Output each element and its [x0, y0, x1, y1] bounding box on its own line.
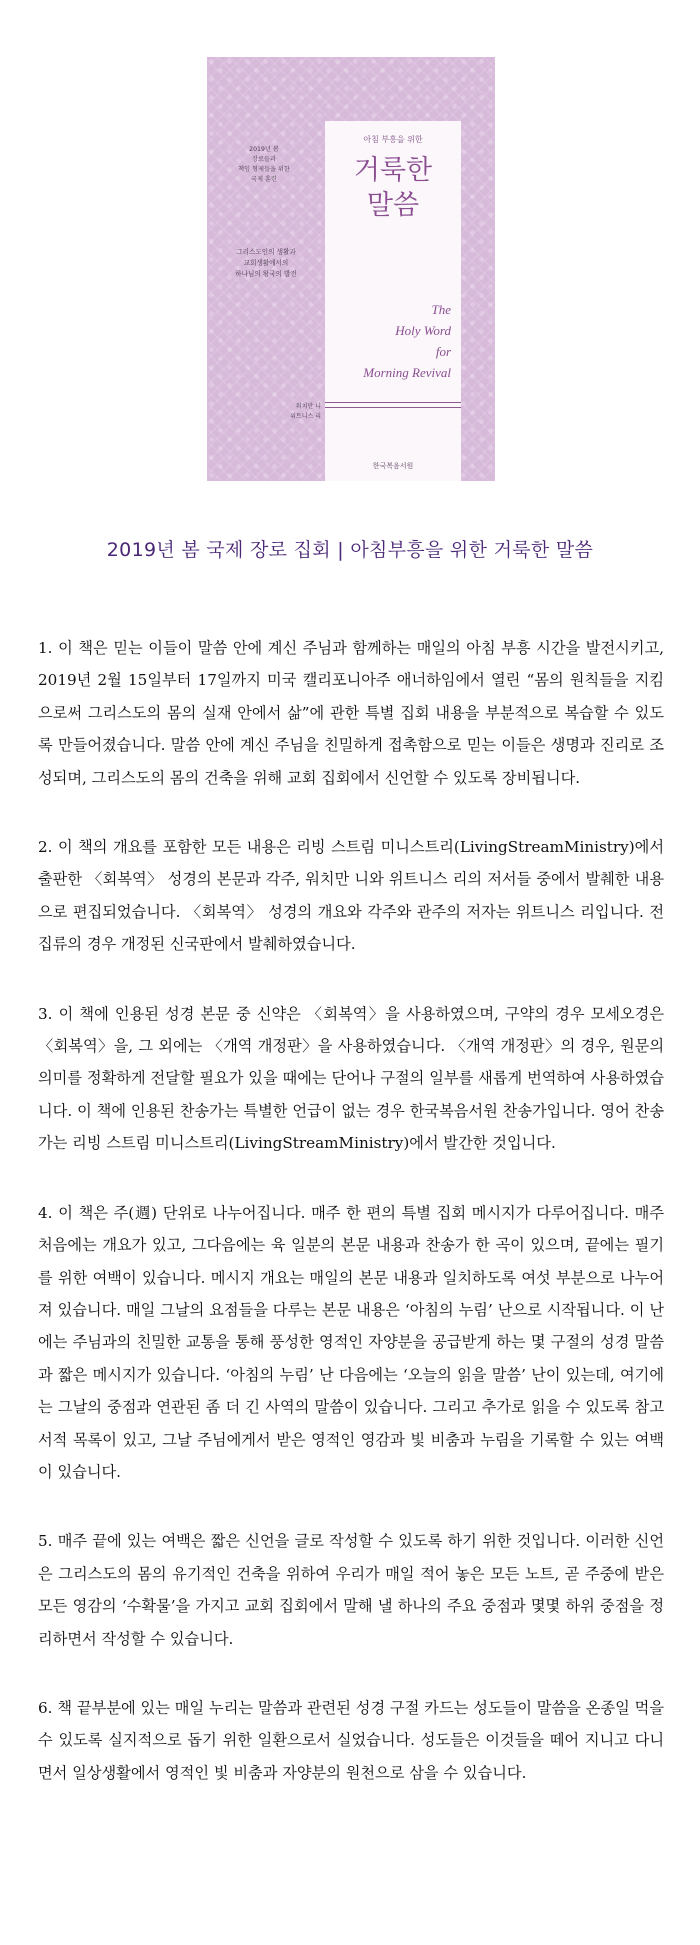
cover-title-panel: [325, 121, 461, 481]
paragraph-3: 3. 이 책에 인용된 성경 본문 중 신약은 〈회복역〉을 사용하였으며, 구약의 경우 모세오경은 〈회복역〉을, 그 외에는 〈개역 개정판〉을 사용하였습니다. 〈개역 개정판〉의 경우, 원문의 의미를 정확하게 전달할 필요가 있을 때에는 단어나 구절의 일부를 새롭게 번역하여 사용하였습니다. 이 책에 인용된 찬송가는 특별한 언급이 없는 경우 한국복음서원 찬송가입니다. 영어 찬송가는 리빙 스트림 미니스트리(LivingStreamMinistry)에서 발간한 것입니다.: [38, 1004, 664, 1153]
cover-publisher: 한국복음서원: [372, 462, 414, 470]
cover-left-column: [207, 57, 319, 481]
cover-subtitle: 2019년 봄 장로들과 책임 형제들을 위한 국제 훈련: [238, 146, 290, 183]
paragraph-4: 4. 이 책은 주(週) 단위로 나누어집니다. 매주 한 편의 특별 집회 메시지가 다루어집니다. 매주 처음에는 개요가 있고, 그다음에는 육 일분의 본문 내용과 찬송가 한 곡이 있으며, 끝에는 필기를 위한 여백이 있습니다. 메시지 개요는 매일의 본문 내용과 일치하도록 여섯 부분으로 나누어져 있습니다. 매일 그날의 요점들을 다루는 본문 내용은 ‘아침의 누림’ 난으로 시작됩니다. 이 난에는 주님과의 친밀한 교통을 통해 풍성한 영적인 자양분을 공급받게 하는 몇 구절의 성경 말씀과 짧은 메시지가 있습니다. ‘아침의 누림’ 난 다음에는 ‘오늘의 읽을 말씀’ 난이 있는데, 여기에는 그날의 중점과 연관된 좀 더 긴 사역의 말씀이 있습니다. 그리고 추가로 읽을 수 있도록 참고 서적 목록이 있고, 그날 주님에게서 받은 영적인 영감과 빛 비춤과 누림을 기록할 수 있는 여백이 있습니다.: [38, 1203, 664, 1481]
paragraph-6: 6. 책 끝부분에 있는 매일 누리는 말씀과 관련된 성경 구절 카드는 성도들이 말씀을 온종일 먹을 수 있도록 실지적으로 돕기 위한 일환으로서 실었습니다. 성도들은 이것들을 떼어 지니고 다니면서 일상생활에서 영적인 빛 비춤과 자양분의 원천으로 삼을 수 있습니다.: [38, 1698, 664, 1782]
page-headline: 2019년 봄 국제 장로 집회 | 아침부흥을 위한 거룩한 말씀: [106, 539, 594, 561]
cover-author: 워치만 니 위트니스 리: [290, 403, 321, 420]
cover-divider: [325, 402, 461, 408]
cover-title: 거룩한 말씀: [353, 155, 433, 221]
cover-english-title: The Holy Word for Morning Revival: [363, 302, 451, 380]
paragraph-5: 5. 매주 끝에 있는 여백은 짧은 신언을 글로 작성할 수 있도록 하기 위한 것입니다. 이러한 신언은 그리스도의 몸의 유기적인 건축을 위하여 우리가 매일 적어 놓은 모든 노트, 곧 주중에 받은 모든 영감의 ‘수확물’을 가지고 교회 집회에서 말해 낼 하나의 주요 중점과 몇몇 하위 중점을 정리하면서 작성할 수 있습니다.: [38, 1532, 664, 1648]
cover-description: 그리스도인의 생활과 교회생활에서의 하나님의 왕국의 발전: [235, 248, 297, 278]
article-body: [38, 632, 664, 1826]
paragraph-1: 1. 이 책은 믿는 이들이 말씀 안에 계신 주님과 함께하는 매일의 아침 부흥 시간을 발전시키고, 2019년 2월 15일부터 17일까지 미국 캘리포니아주 애너하임에서 열린 “몸의 원칙들을 지킴으로써 그리스도의 몸의 실재 안에서 삶”에 관한 특별 집회 내용을 부분적으로 복습할 수 있도록 만들어졌습니다. 말씀 안에 계신 주님을 친밀하게 접촉함으로 믿는 이들은 생명과 진리로 조성되며, 그리스도의 몸의 건축을 위해 교회 집회에서 신언할 수 있도록 장비됩니다.: [38, 639, 664, 787]
paragraph-2: 2. 이 책의 개요를 포함한 모든 내용은 리빙 스트림 미니스트리(LivingStreamMinistry)에서 출판한 〈회복역〉 성경의 본문과 각주, 워치만 니와 위트니스 리의 저서들 중에서 발췌한 내용으로 편집되었습니다. 〈회복역〉 성경의 개요와 각주와 관주의 저자는 위트니스 리입니다. 전집류의 경우 개정된 신국판에서 발췌하였습니다.: [38, 838, 664, 954]
cover-kicker: 아침 부흥을 위한: [363, 135, 423, 144]
book-cover-image: [207, 57, 495, 481]
